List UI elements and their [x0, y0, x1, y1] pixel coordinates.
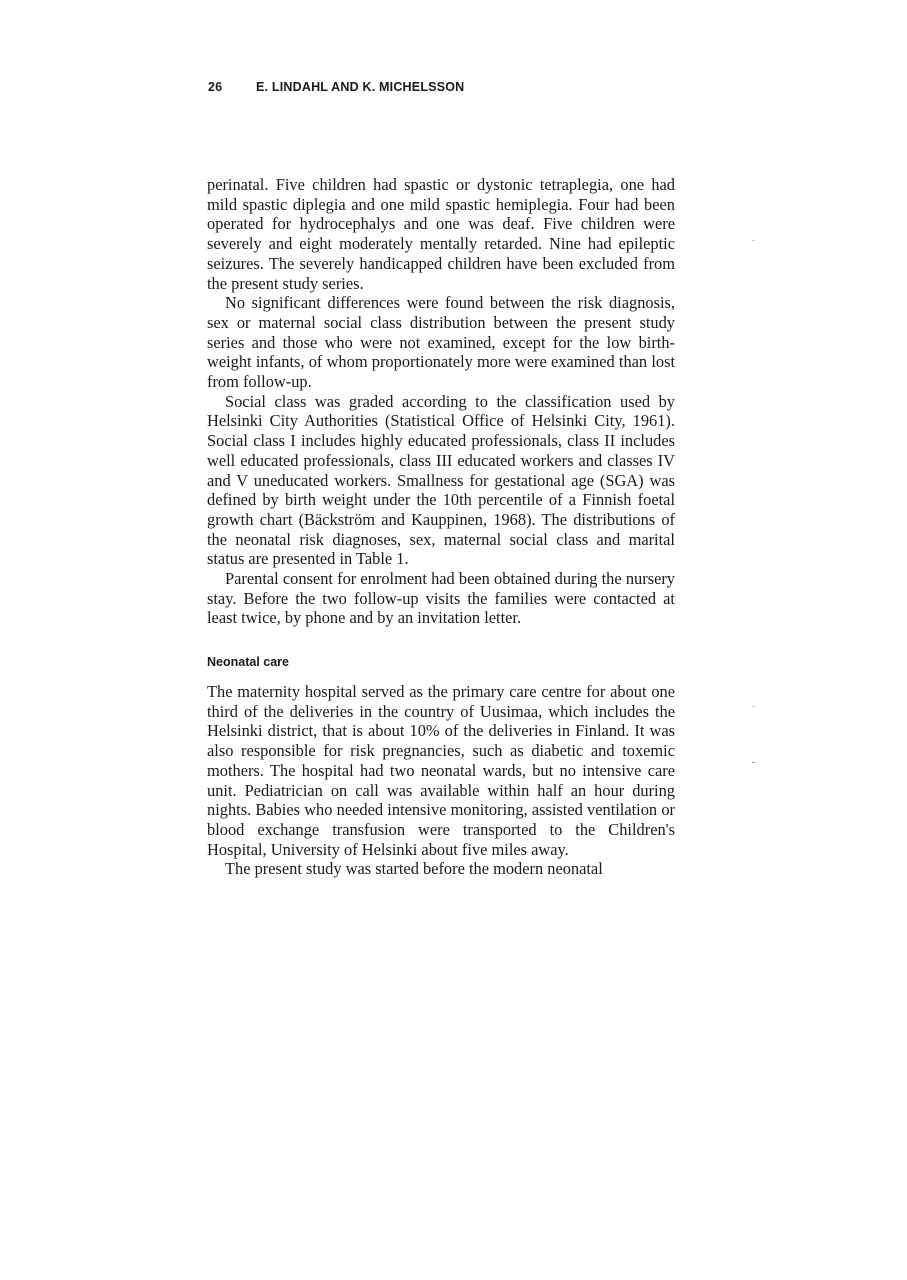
scan-speck — [752, 240, 755, 241]
section-heading-neonatal-care: Neonatal care — [207, 655, 289, 669]
paragraph-parental-consent: Parental consent for enrolment had been obtained during the nursery stay. Before the two follow-up visits the families were contacted at least twice, by phone and by an invitation letter. — [207, 569, 675, 628]
running-head — [208, 80, 464, 94]
body-text-section-2 — [207, 682, 675, 879]
paragraph-social-class: Social class was graded according to the classification used by Helsinki City Authorities (Statistical Office of Helsinki City, 1961). Social class I includes highly educated professionals, class II includes well educated professionals, class III educated workers and classes IV and V uneducated workers. Smallness for gestational age (SGA) was defined by birth weight under the 10th percentile of a Finnish foetal growth chart (Bäckström and Kauppinen, 1968). The distributions of the neonatal risk diagnoses, sex, maternal social class and marital status are presented in Table 1. — [207, 391, 675, 569]
scan-speck — [752, 706, 755, 707]
paragraph-differences: No significant differences were found between the risk diagnosis, sex or maternal social class distribution between the present study series and those who were not examined, except for the low birth-weight infants, of whom proportionately more were examined than lost from follow-up. — [207, 293, 675, 392]
paragraph-maternity-hospital: The maternity hospital served as the primary care centre for about one third of the deliveries in the country of Uusimaa, which includes the Helsinki district, that is about 10% of the deliveries in Finland. It was also responsible for risk pregnancies, such as diabetic and toxemic mothers. The hospital had two neonatal wards, but no intensive care unit. Pediatrician on call was available within half an hour during nights. Babies who needed intensive monitoring, assisted ventilation or blood exchange transfusion were transported to the Children's Hospital, University of Helsinki about five miles away. — [207, 682, 675, 859]
paragraph-exclusions: perinatal. Five children had spastic or dystonic tetraplegia, one had mild spastic diplegia and one mild spastic hemiplegia. Four had been operated for hydrocephalys and one was deaf. Five children were severely and eight moderately mentally retarded. Nine had epileptic seizures. The severely handicapped children have been excluded from the present study series. — [207, 175, 675, 293]
body-text-section-1 — [207, 175, 675, 628]
paragraph-study-start: The present study was started before the modern neonatal — [225, 859, 603, 879]
running-head-authors: E. LINDAHL AND K. MICHELSSON — [256, 80, 465, 94]
page-number: 26 — [208, 80, 223, 94]
scan-speck — [752, 762, 755, 763]
